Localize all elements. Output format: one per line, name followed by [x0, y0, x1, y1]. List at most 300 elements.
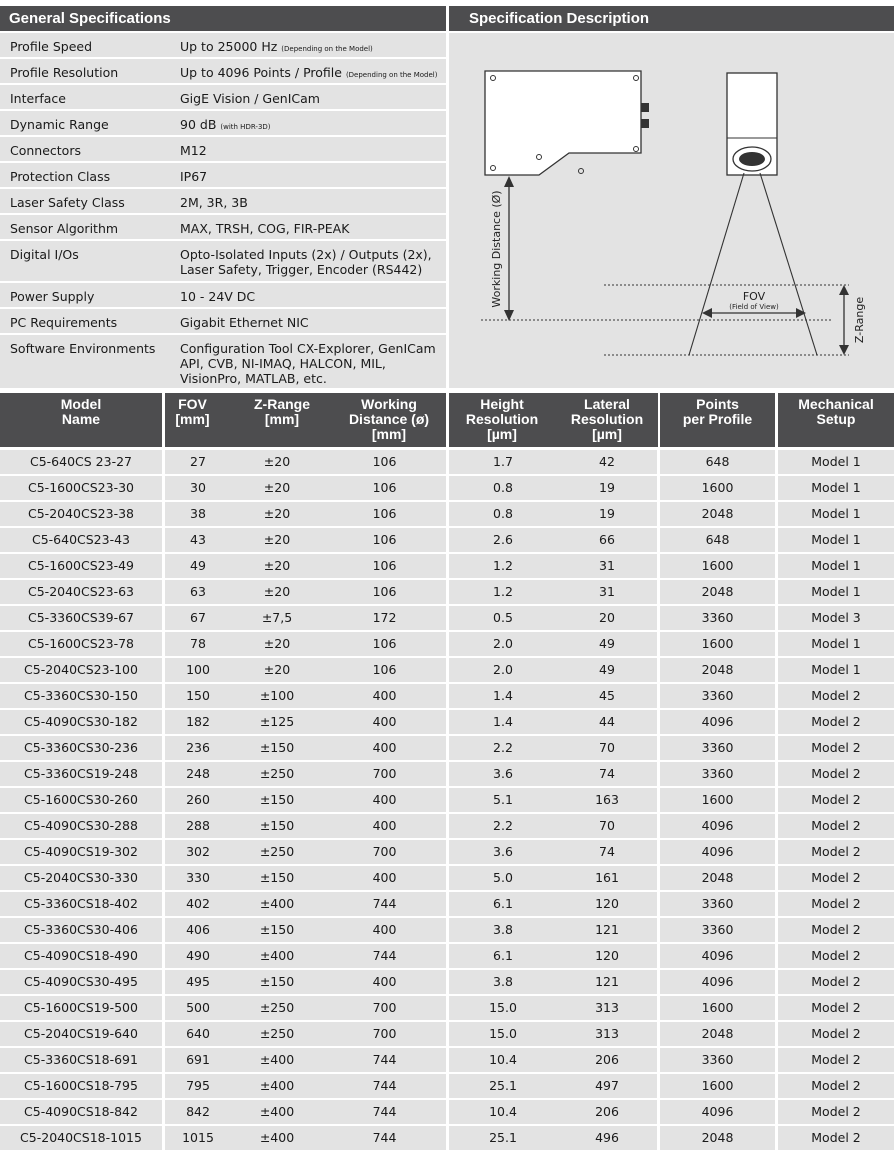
lateral-resolution-cell: 313 [557, 1022, 657, 1046]
laser-fan-right [760, 173, 817, 355]
table-row [0, 944, 894, 968]
spec-value-text: Configuration Tool CX-Explorer, GenICam API, CVB, NI-IMAQ, HALCON, MIL, VisionPro, MATLAB, etc. [180, 341, 436, 386]
column-header-line: FOV [178, 396, 207, 412]
working-distance-cell: 106 [323, 580, 446, 604]
lateral-resolution-cell: 496 [557, 1126, 657, 1150]
lens-inner [739, 152, 765, 166]
height-resolution-cell: 2.2 [449, 814, 557, 838]
z-range-cell: ±20 [231, 528, 323, 552]
height-resolution-cell: 1.2 [449, 554, 557, 578]
z-range-cell: ±150 [231, 918, 323, 942]
height-resolution-cell: 5.1 [449, 788, 557, 812]
fov-cell: 500 [165, 996, 231, 1020]
height-resolution-cell: 3.6 [449, 762, 557, 786]
points-per-profile-cell: 3360 [660, 762, 775, 786]
points-per-profile-cell: 1600 [660, 632, 775, 656]
table-row [0, 736, 894, 760]
points-per-profile-cell: 1600 [660, 554, 775, 578]
spec-value [165, 33, 446, 57]
lateral-resolution-cell: 206 [557, 1048, 657, 1072]
lateral-resolution-cell: 66 [557, 528, 657, 552]
working-distance-cell: 106 [323, 658, 446, 682]
mechanical-setup-cell: Model 2 [778, 918, 894, 942]
fov-cell: 100 [165, 658, 231, 682]
column-header-line: Setup [816, 411, 856, 427]
model-name-cell: C5-1600CS19-500 [0, 996, 162, 1020]
mechanical-setup-cell: Model 1 [778, 528, 894, 552]
working-distance-cell: 106 [323, 632, 446, 656]
column-header-line: [µm] [487, 426, 517, 442]
lateral-resolution-cell: 44 [557, 710, 657, 734]
fov-cell: 43 [165, 528, 231, 552]
column-header-mechanical-setup [778, 393, 894, 447]
mechanical-setup-cell: Model 1 [778, 476, 894, 500]
working-distance-cell: 400 [323, 814, 446, 838]
model-name-cell: C5-640CS 23-27 [0, 450, 162, 474]
spec-value [165, 241, 446, 281]
fov-cell: 302 [165, 840, 231, 864]
connector-2 [641, 119, 649, 128]
lateral-resolution-cell: 120 [557, 892, 657, 916]
points-per-profile-cell: 2048 [660, 658, 775, 682]
column-header-line: Mechanical [798, 396, 874, 412]
spec-value [165, 283, 446, 307]
spec-label: Digital I/Os [10, 247, 79, 262]
table-row [0, 658, 894, 682]
lateral-resolution-cell: 19 [557, 502, 657, 526]
fov-cell: 49 [165, 554, 231, 578]
column-header-line: Working [361, 396, 417, 412]
column-header-line: Resolution [465, 411, 539, 427]
column-header-model-name [0, 393, 162, 447]
lateral-resolution-cell: 49 [557, 632, 657, 656]
spec-row [0, 241, 446, 281]
z-range-cell: ±250 [231, 840, 323, 864]
height-resolution-cell: 25.1 [449, 1074, 557, 1098]
height-resolution-cell: 0.8 [449, 476, 557, 500]
column-header-line: [mm] [371, 426, 407, 442]
working-distance-cell: 106 [323, 502, 446, 526]
height-resolution-cell: 2.6 [449, 528, 557, 552]
model-name-cell: C5-1600CS23-49 [0, 554, 162, 578]
spec-row [0, 137, 446, 161]
spec-label: Interface [10, 91, 66, 106]
points-per-profile-cell: 648 [660, 528, 775, 552]
mechanical-setup-cell: Model 2 [778, 762, 894, 786]
table-row [0, 1126, 894, 1150]
points-per-profile-cell: 4096 [660, 710, 775, 734]
spec-row [0, 163, 446, 187]
points-per-profile-cell: 4096 [660, 944, 775, 968]
table-row [0, 918, 894, 942]
mechanical-setup-cell: Model 1 [778, 658, 894, 682]
fov-cell: 38 [165, 502, 231, 526]
spec-row [0, 309, 446, 333]
spec-value-text: MAX, TRSH, COG, FIR-PEAK [180, 221, 350, 236]
spec-value [165, 163, 446, 187]
spec-value-text: Gigabit Ethernet NIC [180, 315, 309, 330]
mechanical-setup-cell: Model 2 [778, 736, 894, 760]
table-row [0, 840, 894, 864]
working-distance-label: Working Distance (Ø) [490, 190, 503, 308]
spec-label: PC Requirements [10, 315, 118, 330]
fov-cell: 30 [165, 476, 231, 500]
points-per-profile-cell: 3360 [660, 892, 775, 916]
table-row [0, 580, 894, 604]
points-per-profile-cell: 1600 [660, 788, 775, 812]
mechanical-setup-cell: Model 2 [778, 1048, 894, 1072]
fov-cell: 640 [165, 1022, 231, 1046]
table-row [0, 502, 894, 526]
working-distance-cell: 106 [323, 450, 446, 474]
arrowhead [839, 285, 849, 295]
mechanical-setup-cell: Model 1 [778, 450, 894, 474]
working-distance-cell: 700 [323, 762, 446, 786]
column-header-line: Points [696, 396, 739, 412]
height-resolution-cell: 15.0 [449, 996, 557, 1020]
fov-cell: 236 [165, 736, 231, 760]
z-range-cell: ±250 [231, 996, 323, 1020]
lateral-resolution-cell: 31 [557, 554, 657, 578]
table-row [0, 892, 894, 916]
working-distance-cell: 400 [323, 970, 446, 994]
z-range-cell: ±7,5 [231, 606, 323, 630]
lateral-resolution-cell: 313 [557, 996, 657, 1020]
model-name-cell: C5-1600CS23-30 [0, 476, 162, 500]
spec-label: Profile Resolution [10, 65, 119, 80]
spec-label: Protection Class [10, 169, 111, 184]
z-range-cell: ±20 [231, 476, 323, 500]
model-name-cell: C5-4090CS18-490 [0, 944, 162, 968]
spec-value-text: Opto-Isolated Inputs (2x) / Outputs (2x), Laser Safety, Trigger, Encoder (RS442) [180, 247, 432, 277]
working-distance-cell: 744 [323, 944, 446, 968]
lateral-resolution-cell: 70 [557, 814, 657, 838]
fov-cell: 406 [165, 918, 231, 942]
table-row [0, 606, 894, 630]
column-header-height-resolution [449, 393, 555, 447]
sensor-diagram-svg [449, 33, 894, 388]
z-range-cell: ±150 [231, 736, 323, 760]
spec-label: Software Environments [10, 341, 156, 356]
table-row [0, 866, 894, 890]
points-per-profile-cell: 1600 [660, 1074, 775, 1098]
column-header-points-per-profile [660, 393, 775, 447]
height-resolution-cell: 0.8 [449, 502, 557, 526]
fov-cell: 78 [165, 632, 231, 656]
mechanical-setup-cell: Model 2 [778, 684, 894, 708]
spec-row [0, 85, 446, 109]
points-per-profile-cell: 4096 [660, 840, 775, 864]
model-name-cell: C5-3360CS30-150 [0, 684, 162, 708]
working-distance-cell: 700 [323, 1022, 446, 1046]
lateral-resolution-cell: 206 [557, 1100, 657, 1124]
arrowhead [504, 310, 514, 321]
table-row [0, 762, 894, 786]
points-per-profile-cell: 2048 [660, 580, 775, 604]
lateral-resolution-cell: 161 [557, 866, 657, 890]
model-name-cell: C5-4090CS30-288 [0, 814, 162, 838]
arrowhead [702, 308, 712, 318]
column-header-line: per Profile [682, 411, 753, 427]
spec-label: Sensor Algorithm [10, 221, 119, 236]
z-range-cell: ±20 [231, 554, 323, 578]
spec-label: Power Supply [10, 289, 95, 304]
model-name-cell: C5-1600CS23-78 [0, 632, 162, 656]
model-name-cell: C5-3360CS18-402 [0, 892, 162, 916]
arrowhead [504, 176, 514, 187]
table-row [0, 632, 894, 656]
working-distance-cell: 400 [323, 788, 446, 812]
mechanical-setup-cell: Model 1 [778, 502, 894, 526]
points-per-profile-cell: 4096 [660, 814, 775, 838]
spec-value-text: M12 [180, 143, 207, 158]
fov-cell: 248 [165, 762, 231, 786]
table-row [0, 1100, 894, 1124]
mechanical-setup-cell: Model 2 [778, 970, 894, 994]
working-distance-cell: 106 [323, 554, 446, 578]
fov-cell: 67 [165, 606, 231, 630]
table-row [0, 1048, 894, 1072]
fov-cell: 182 [165, 710, 231, 734]
z-range-cell: ±150 [231, 970, 323, 994]
model-name-cell: C5-3360CS30-236 [0, 736, 162, 760]
points-per-profile-cell: 3360 [660, 1048, 775, 1072]
fov-cell: 27 [165, 450, 231, 474]
screw-hole [579, 169, 584, 174]
lateral-resolution-cell: 120 [557, 944, 657, 968]
model-name-cell: C5-4090CS18-842 [0, 1100, 162, 1124]
model-name-cell: C5-2040CS23-38 [0, 502, 162, 526]
points-per-profile-cell: 3360 [660, 918, 775, 942]
model-name-cell: C5-2040CS23-63 [0, 580, 162, 604]
height-resolution-cell: 3.8 [449, 918, 557, 942]
table-row [0, 528, 894, 552]
points-per-profile-cell: 648 [660, 450, 775, 474]
spec-row [0, 335, 446, 388]
column-header-line: Z-Range [254, 396, 310, 412]
spec-value-text: Up to 25000 Hz [180, 39, 278, 54]
fov-cell: 495 [165, 970, 231, 994]
mechanical-setup-cell: Model 2 [778, 996, 894, 1020]
height-resolution-cell: 2.2 [449, 736, 557, 760]
column-header-lateral-resolution [557, 393, 657, 447]
spec-value-text: GigE Vision / GenICam [180, 91, 320, 106]
points-per-profile-cell: 2048 [660, 1126, 775, 1150]
mechanical-setup-cell: Model 2 [778, 710, 894, 734]
spec-value-text: 10 - 24V DC [180, 289, 256, 304]
working-distance-cell: 106 [323, 476, 446, 500]
height-resolution-cell: 25.1 [449, 1126, 557, 1150]
z-range-cell: ±100 [231, 684, 323, 708]
spec-value [165, 85, 446, 109]
z-range-cell: ±150 [231, 788, 323, 812]
lateral-resolution-cell: 497 [557, 1074, 657, 1098]
spec-row [0, 59, 446, 83]
z-range-cell: ±400 [231, 944, 323, 968]
fov-cell: 490 [165, 944, 231, 968]
lateral-resolution-cell: 45 [557, 684, 657, 708]
working-distance-cell: 400 [323, 684, 446, 708]
working-distance-cell: 106 [323, 528, 446, 552]
table-row [0, 814, 894, 838]
model-name-cell: C5-2040CS23-100 [0, 658, 162, 682]
laser-fan-left [689, 173, 744, 355]
fov-cell: 1015 [165, 1126, 231, 1150]
z-range-cell: ±20 [231, 502, 323, 526]
height-resolution-cell: 1.2 [449, 580, 557, 604]
z-range-cell: ±400 [231, 1126, 323, 1150]
fov-cell: 330 [165, 866, 231, 890]
fov-cell: 63 [165, 580, 231, 604]
table-row [0, 1022, 894, 1046]
model-name-cell: C5-3360CS39-67 [0, 606, 162, 630]
spec-value-note: (Depending on the Model) [345, 71, 438, 79]
height-resolution-cell: 5.0 [449, 866, 557, 890]
spec-row [0, 33, 446, 57]
lateral-resolution-cell: 121 [557, 970, 657, 994]
spec-value-text: Up to 4096 Points / Profile [180, 65, 342, 80]
z-range-cell: ±125 [231, 710, 323, 734]
fov-cell: 691 [165, 1048, 231, 1072]
mechanical-setup-cell: Model 2 [778, 1100, 894, 1124]
spec-value-note: (with HDR-3D) [220, 123, 271, 131]
mechanical-setup-cell: Model 1 [778, 632, 894, 656]
model-name-cell: C5-2040CS18-1015 [0, 1126, 162, 1150]
points-per-profile-cell: 4096 [660, 970, 775, 994]
model-name-cell: C5-4090CS30-182 [0, 710, 162, 734]
spec-label: Profile Speed [10, 39, 93, 54]
working-distance-cell: 400 [323, 918, 446, 942]
model-name-cell: C5-3360CS19-248 [0, 762, 162, 786]
model-name-cell: C5-1600CS30-260 [0, 788, 162, 812]
spec-value-text: 2M, 3R, 3B [180, 195, 248, 210]
working-distance-cell: 744 [323, 892, 446, 916]
model-name-cell: C5-3360CS30-406 [0, 918, 162, 942]
working-distance-cell: 400 [323, 866, 446, 890]
spec-value-note: (Depending on the Model) [281, 45, 373, 53]
table-row [0, 684, 894, 708]
column-header-line: [µm] [592, 426, 622, 442]
z-range-cell: ±150 [231, 866, 323, 890]
general-specifications-header: General Specifications [0, 6, 446, 31]
table-row [0, 554, 894, 578]
spec-label: Connectors [10, 143, 81, 158]
working-distance-cell: 744 [323, 1074, 446, 1098]
points-per-profile-cell: 3360 [660, 684, 775, 708]
model-name-cell: C5-1600CS18-795 [0, 1074, 162, 1098]
z-range-cell: ±150 [231, 814, 323, 838]
points-per-profile-cell: 1600 [660, 996, 775, 1020]
z-range-cell: ±400 [231, 892, 323, 916]
height-resolution-cell: 3.8 [449, 970, 557, 994]
specification-description-header: Specification Description [449, 6, 894, 31]
spec-value [165, 111, 446, 135]
column-header-line: Distance (ø) [348, 411, 430, 427]
table-row [0, 788, 894, 812]
spec-row [0, 283, 446, 307]
fov-cell: 150 [165, 684, 231, 708]
height-resolution-cell: 10.4 [449, 1048, 557, 1072]
lateral-resolution-cell: 31 [557, 580, 657, 604]
working-distance-cell: 744 [323, 1126, 446, 1150]
working-distance-cell: 700 [323, 996, 446, 1020]
height-resolution-cell: 6.1 [449, 944, 557, 968]
table-row [0, 1074, 894, 1098]
z-range-cell: ±400 [231, 1074, 323, 1098]
model-name-cell: C5-2040CS30-330 [0, 866, 162, 890]
lateral-resolution-cell: 74 [557, 762, 657, 786]
height-resolution-cell: 10.4 [449, 1100, 557, 1124]
mechanical-setup-cell: Model 2 [778, 788, 894, 812]
column-header-line: Name [61, 411, 101, 427]
mechanical-setup-cell: Model 2 [778, 1126, 894, 1150]
mechanical-setup-cell: Model 2 [778, 840, 894, 864]
model-name-cell: C5-640CS23-43 [0, 528, 162, 552]
table-row [0, 996, 894, 1020]
z-range-cell: ±400 [231, 1100, 323, 1124]
fov-cell: 260 [165, 788, 231, 812]
model-name-cell: C5-4090CS30-495 [0, 970, 162, 994]
spec-row [0, 189, 446, 213]
lateral-resolution-cell: 19 [557, 476, 657, 500]
points-per-profile-cell: 2048 [660, 502, 775, 526]
table-row [0, 476, 894, 500]
connector-1 [641, 103, 649, 112]
lateral-resolution-cell: 74 [557, 840, 657, 864]
z-range-cell: ±400 [231, 1048, 323, 1072]
height-resolution-cell: 15.0 [449, 1022, 557, 1046]
points-per-profile-cell: 3360 [660, 606, 775, 630]
spec-value [165, 137, 446, 161]
points-per-profile-cell: 4096 [660, 1100, 775, 1124]
mechanical-setup-cell: Model 2 [778, 866, 894, 890]
spec-value-text: IP67 [180, 169, 208, 184]
height-resolution-cell: 2.0 [449, 658, 557, 682]
spec-row [0, 111, 446, 135]
column-header-fov [165, 393, 220, 447]
z-range-cell: ±20 [231, 450, 323, 474]
table-row [0, 450, 894, 474]
points-per-profile-cell: 3360 [660, 736, 775, 760]
fov-sub-label: (Field of View) [729, 303, 779, 311]
points-per-profile-cell: 2048 [660, 866, 775, 890]
mechanical-setup-cell: Model 2 [778, 1074, 894, 1098]
arrowhead [839, 345, 849, 355]
height-resolution-cell: 0.5 [449, 606, 557, 630]
column-header-line: [mm] [175, 411, 210, 427]
lateral-resolution-cell: 42 [557, 450, 657, 474]
height-resolution-cell: 2.0 [449, 632, 557, 656]
spec-row [0, 215, 446, 239]
model-name-cell: C5-2040CS19-640 [0, 1022, 162, 1046]
working-distance-cell: 172 [323, 606, 446, 630]
mechanical-setup-cell: Model 2 [778, 814, 894, 838]
working-distance-cell: 400 [323, 736, 446, 760]
column-header-line: Height [480, 396, 524, 412]
lateral-resolution-cell: 20 [557, 606, 657, 630]
z-range-cell: ±20 [231, 580, 323, 604]
z-range-label: Z-Range [853, 296, 866, 344]
lateral-resolution-cell: 49 [557, 658, 657, 682]
fov-label: FOV [742, 290, 766, 303]
spec-value [165, 309, 446, 333]
lateral-resolution-cell: 70 [557, 736, 657, 760]
mechanical-setup-cell: Model 2 [778, 892, 894, 916]
column-header-line: Model [60, 396, 102, 412]
fov-cell: 402 [165, 892, 231, 916]
working-distance-cell: 744 [323, 1100, 446, 1124]
z-range-cell: ±250 [231, 762, 323, 786]
